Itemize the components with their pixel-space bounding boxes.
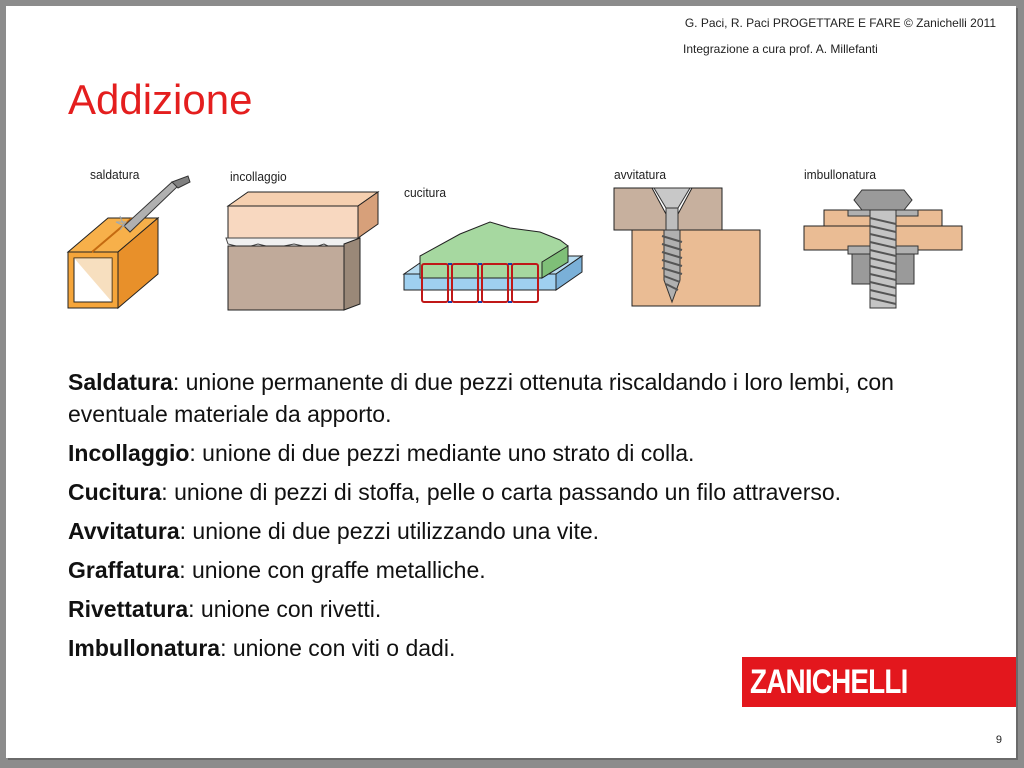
definition-incollaggio: [68, 437, 998, 469]
figure-label-avvitatura: avvitatura: [614, 167, 667, 183]
figure-label-saldatura: saldatura: [90, 167, 140, 183]
term: Avvitatura: [68, 518, 180, 544]
credit-line-2: Integrazione a cura prof. A. Millefanti: [683, 42, 878, 56]
page-number: 9: [995, 734, 1002, 746]
welding-illustration: [62, 174, 192, 314]
bolting-illustration: [802, 182, 964, 310]
definition-text: : unione con graffe metalliche.: [179, 557, 486, 583]
term: Rivettatura: [68, 596, 189, 622]
definition-cucitura: [68, 476, 998, 508]
definition-text: : unione con viti o dadi.: [220, 635, 456, 661]
definition-saldatura: [68, 366, 998, 430]
screwing-illustration: [612, 184, 764, 308]
sewing-illustration: [400, 212, 586, 304]
slide: [6, 6, 1016, 758]
definition-rivettatura: [68, 593, 998, 625]
logo-text: ZANICHELLI: [750, 663, 908, 701]
definition-text: : unione di pezzi di stoffa, pelle o carta passando un filo attraverso.: [161, 479, 842, 505]
zanichelli-logo: [742, 657, 1016, 707]
figure-label-incollaggio: incollaggio: [230, 169, 287, 185]
definition-avvitatura: [68, 515, 998, 547]
definitions-list: [68, 366, 998, 671]
term: Incollaggio: [68, 440, 190, 466]
definition-text: : unione di due pezzi mediante uno strato di colla.: [189, 440, 695, 466]
credit-line-1: G. Paci, R. Paci PROGETTARE E FARE © Zanichelli 2011: [684, 16, 996, 30]
definition-text: : unione con rivetti.: [188, 596, 382, 622]
term: Imbullonatura: [68, 635, 221, 661]
term: Saldatura: [68, 369, 173, 395]
slide-title: Addizione: [68, 76, 253, 123]
gluing-illustration: [224, 186, 384, 314]
definition-graffatura: [68, 554, 998, 586]
definition-text: : unione di due pezzi utilizzando una vite.: [179, 518, 600, 544]
definition-text: : unione permanente di due pezzi ottenuta riscaldando i loro lembi, con eventuale materiale da apporto.: [68, 369, 894, 427]
term: Cucitura: [68, 479, 162, 505]
figure-label-imbullonatura: imbullonatura: [804, 167, 877, 183]
term: Graffatura: [68, 557, 180, 583]
figure-label-cucitura: cucitura: [404, 185, 447, 201]
